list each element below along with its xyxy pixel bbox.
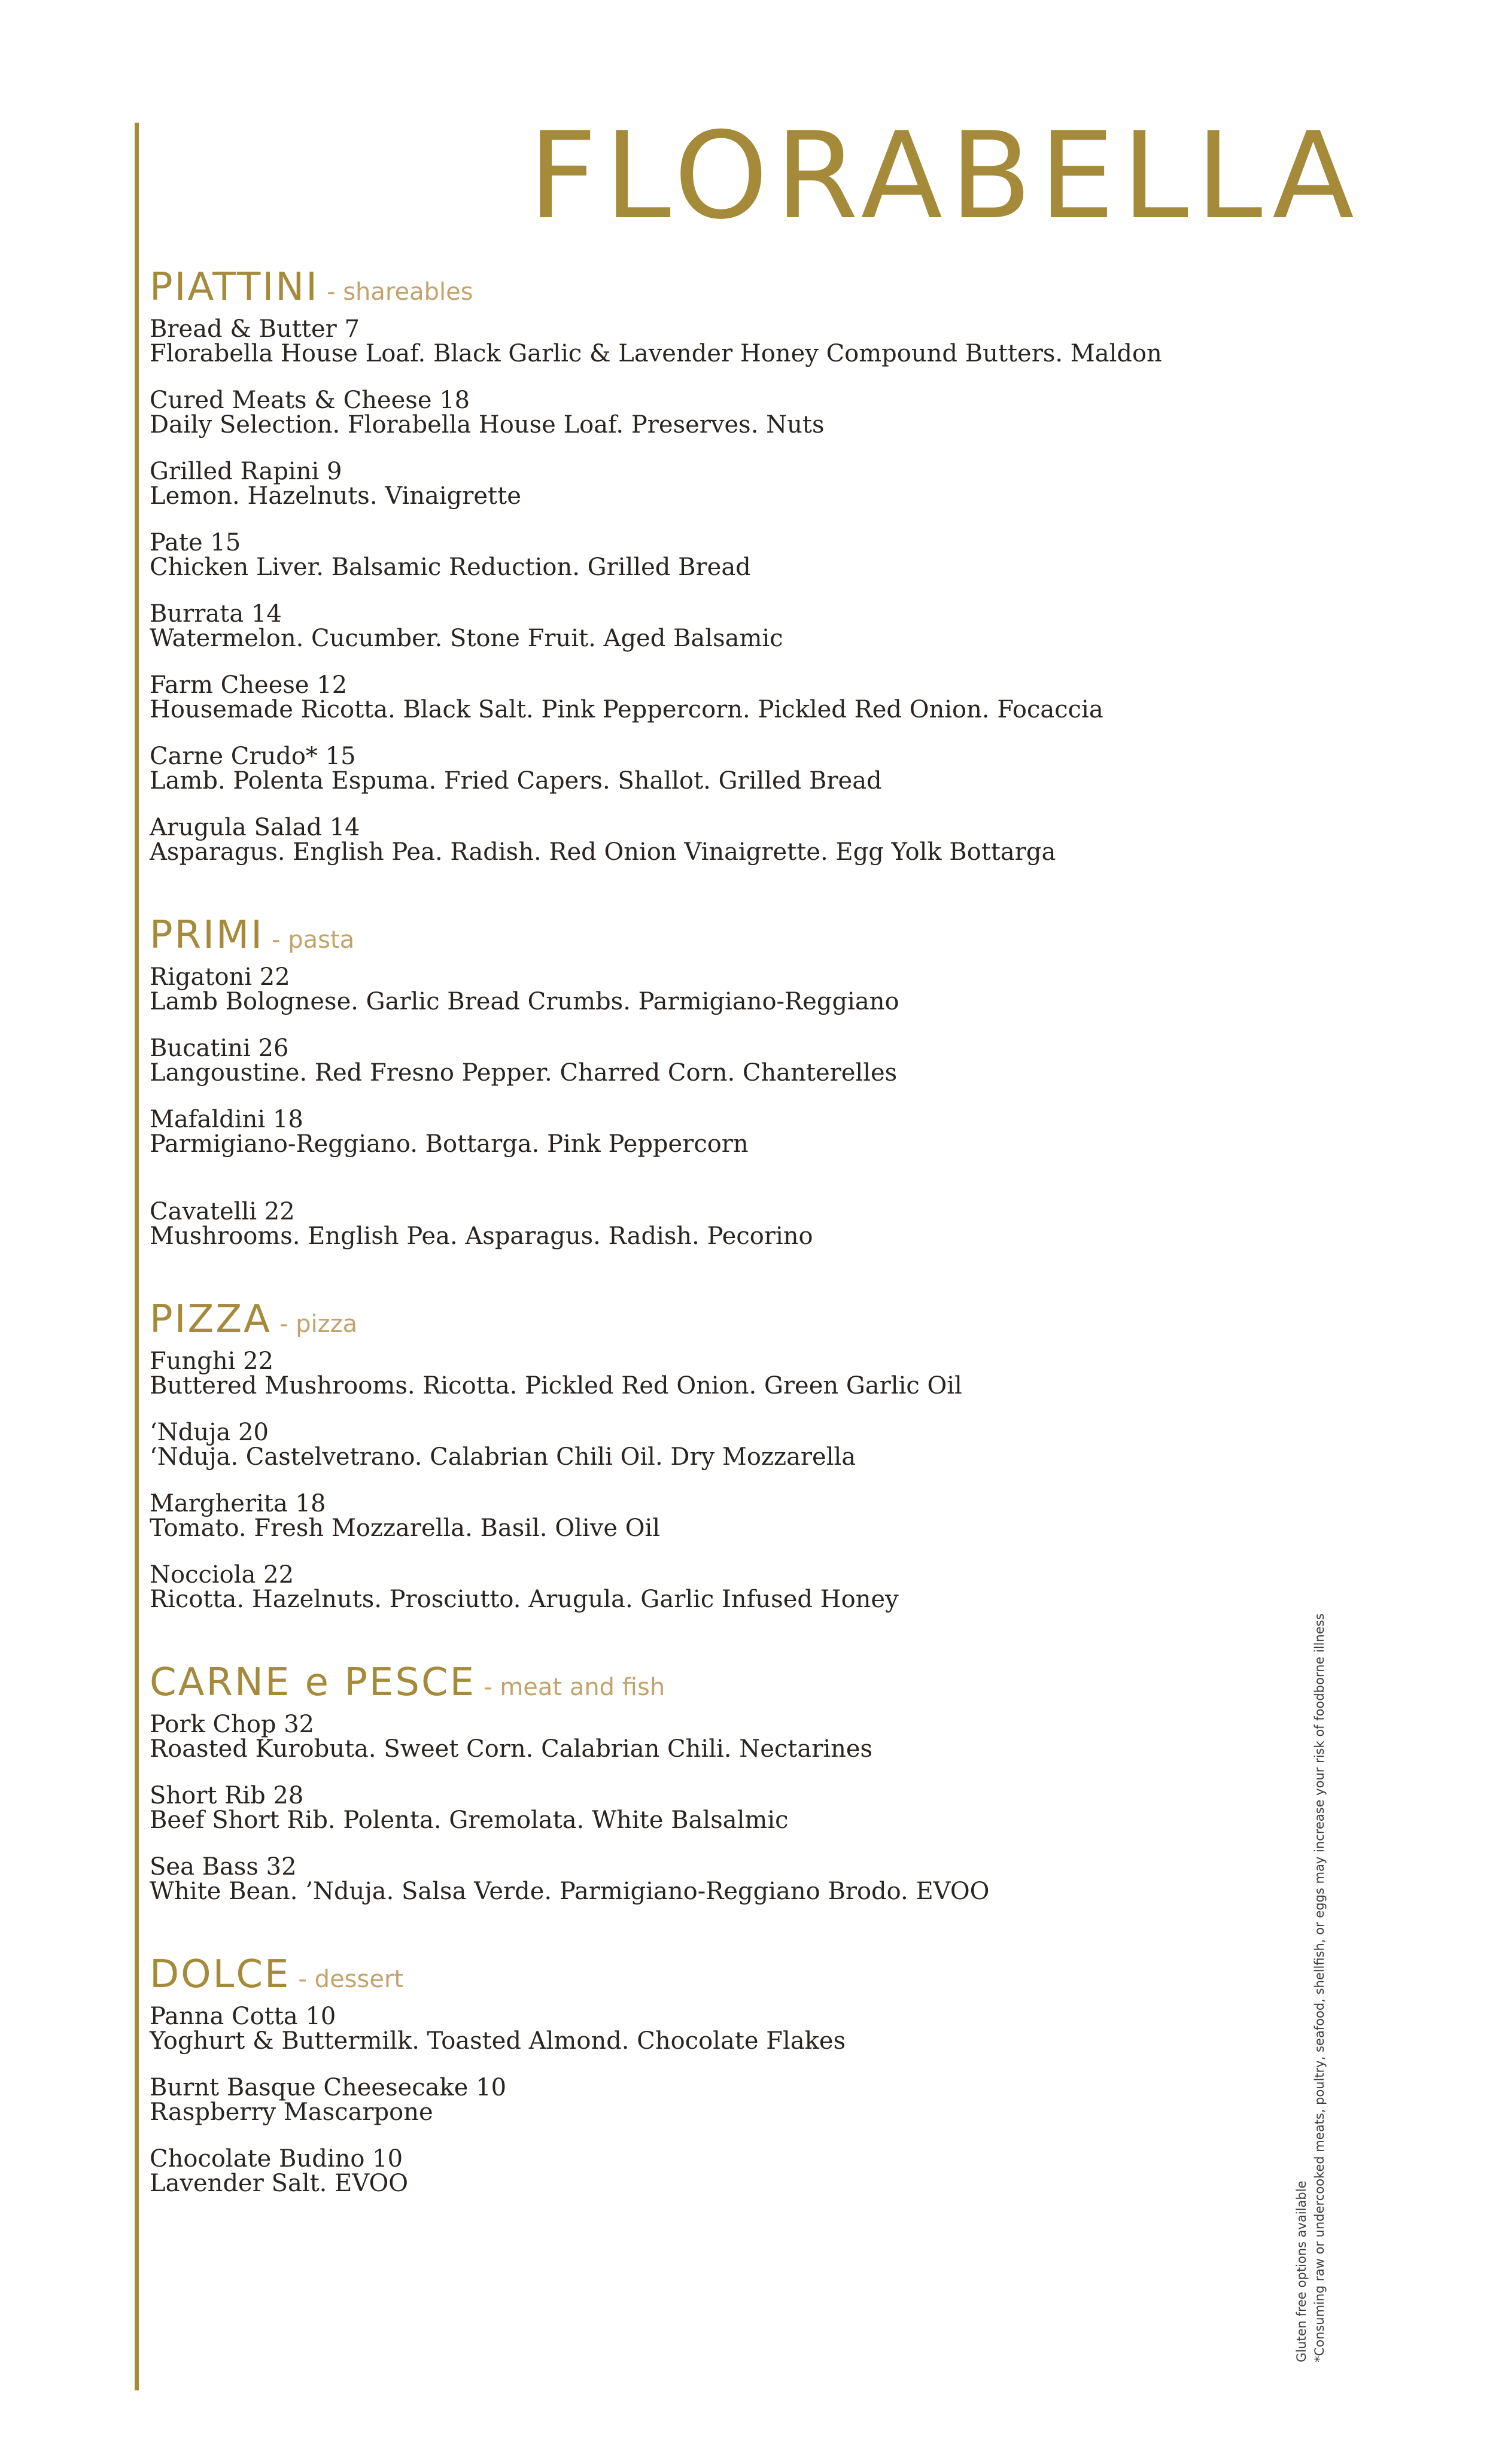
item-name: Cavatelli 22	[150, 1198, 295, 1225]
section-subtitle: - dessert	[298, 1966, 404, 1993]
item-description: Asparagus. English Pea. Radish. Red Onion Vinaigrette. Egg Yolk Bottarga	[150, 838, 1056, 866]
menu-item	[150, 2004, 1287, 2054]
section-dolce	[150, 1951, 1287, 2196]
menu-item	[150, 1420, 1287, 1470]
menu-item	[150, 1855, 1287, 1904]
menu-item	[150, 1784, 1287, 1833]
item-description: Lavender Salt. EVOO	[150, 2170, 409, 2197]
section-title: CARNE e PESCE	[150, 1660, 476, 1705]
section-header	[150, 1295, 1287, 1343]
section-subtitle: - pizza	[279, 1310, 358, 1338]
section-header	[150, 263, 1287, 311]
menu-item	[150, 1349, 1287, 1398]
item-description: Florabella House Loaf. Black Garlic & Lavender Honey Compound Butters. Maldon	[150, 340, 1162, 367]
section-piattini	[150, 263, 1287, 865]
item-description: Housemade Ricotta. Black Salt. Pink Peppercorn. Pickled Red Onion. Focaccia	[150, 696, 1103, 723]
item-name: Bucatini 26	[150, 1035, 289, 1062]
item-name: Sea Bass 32	[150, 1853, 297, 1881]
item-name: Cured Meats & Cheese 18	[150, 387, 470, 414]
item-name: Panna Cotta 10	[150, 2003, 336, 2030]
item-description: Daily Selection. Florabella House Loaf. Preserves. Nuts	[150, 411, 825, 439]
item-description: Lamb Bolognese. Garlic Bread Crumbs. Parmigiano-Reggiano	[150, 988, 899, 1015]
section-header	[150, 1659, 1287, 1706]
menu-item	[150, 2147, 1287, 2196]
section-title: PIZZA	[150, 1297, 272, 1341]
section-subtitle: - shareables	[327, 278, 473, 306]
item-description: ‘Nduja. Castelvetrano. Calabrian Chili Oil. Dry Mozzarella	[150, 1443, 856, 1471]
menu-item	[150, 673, 1287, 722]
item-description: Lemon. Hazelnuts. Vinaigrette	[150, 482, 521, 510]
menu-item	[150, 317, 1287, 366]
item-name: Pate 15	[150, 529, 241, 556]
item-name: Carne Crudo* 15	[150, 743, 356, 770]
item-name: Rigatoni 22	[150, 963, 290, 991]
item-name: Bread & Butter 7	[150, 315, 360, 343]
menu	[150, 263, 1287, 2243]
item-description: Chicken Liver. Balsamic Reduction. Grilled Bread	[150, 553, 751, 581]
item-name: Pork Chop 32	[150, 1711, 315, 1738]
item-name: Mafaldini 18	[150, 1106, 303, 1133]
section-title: DOLCE	[150, 1952, 291, 1997]
gluten-free-note: Gluten free options available	[1294, 2180, 1309, 2362]
disclaimer	[1293, 1613, 1328, 2362]
item-description: Watermelon. Cucumber. Stone Fruit. Aged Balsamic	[150, 625, 783, 652]
item-name: Nocciola 22	[150, 1561, 294, 1589]
item-description: Ricotta. Hazelnuts. Prosciutto. Arugula. Garlic Infused Honey	[150, 1586, 899, 1613]
restaurant-logo: FLORABELLA	[528, 107, 1361, 246]
section-title: PIATTINI	[150, 265, 319, 309]
item-description: Beef Short Rib. Polenta. Gremolata. White Balsalmic	[150, 1806, 789, 1834]
menu-item	[150, 2076, 1287, 2125]
item-description: White Bean. ’Nduja. Salsa Verde. Parmigiano-Reggiano Brodo. EVOO	[150, 1878, 990, 1905]
section-carne-e-pesce	[150, 1659, 1287, 1904]
menu-item	[150, 1036, 1287, 1085]
menu-item	[150, 1712, 1287, 1762]
section-title: PRIMI	[150, 913, 264, 957]
item-description: Parmigiano-Reggiano. Bottarga. Pink Peppercorn	[150, 1130, 749, 1158]
section-header	[150, 911, 1287, 959]
item-description: Tomato. Fresh Mozzarella. Basil. Olive Oil	[150, 1514, 661, 1542]
menu-item	[150, 1200, 1287, 1249]
item-description: Lamb. Polenta Espuma. Fried Capers. Shallot. Grilled Bread	[150, 767, 882, 795]
menu-item	[150, 744, 1287, 793]
item-name: Grilled Rapini 9	[150, 458, 342, 485]
item-name: Funghi 22	[150, 1347, 274, 1375]
item-name: Chocolate Budino 10	[150, 2145, 403, 2173]
item-description: Buttered Mushrooms. Ricotta. Pickled Red Onion. Green Garlic Oil	[150, 1372, 962, 1400]
item-description: Mushrooms. English Pea. Asparagus. Radish. Pecorino	[150, 1222, 813, 1250]
section-primi	[150, 911, 1287, 1249]
section-pizza	[150, 1295, 1287, 1612]
item-description: Yoghurt & Buttermilk. Toasted Almond. Chocolate Flakes	[150, 2027, 846, 2055]
section-subtitle: - meat and fish	[484, 1674, 665, 1701]
item-description: Roasted Kurobuta. Sweet Corn. Calabrian Chili. Nectarines	[150, 1735, 873, 1763]
item-name: Margherita 18	[150, 1490, 326, 1517]
item-description: Raspberry Mascarpone	[150, 2098, 433, 2126]
item-name: Farm Cheese 12	[150, 671, 348, 699]
menu-item	[150, 965, 1287, 1014]
menu-item	[150, 1492, 1287, 1541]
raw-food-warning: *Consuming raw or undercooked meats, poultry, seafood, shellfish, or eggs may increase your risk of foodborne illness	[1312, 1613, 1327, 2362]
item-name: ‘Nduja 20	[150, 1419, 269, 1446]
menu-item	[150, 1108, 1287, 1157]
item-description: Langoustine. Red Fresno Pepper. Charred Corn. Chanterelles	[150, 1059, 898, 1087]
vertical-gold-rule	[135, 123, 139, 2390]
item-name: Arugula Salad 14	[150, 814, 360, 841]
menu-item	[150, 816, 1287, 865]
item-name: Burnt Basque Cheesecake 10	[150, 2074, 507, 2101]
menu-item	[150, 388, 1287, 437]
menu-item	[150, 602, 1287, 651]
menu-item	[150, 531, 1287, 580]
item-name: Burrata 14	[150, 600, 282, 628]
section-header	[150, 1951, 1287, 1998]
item-name: Short Rib 28	[150, 1782, 304, 1809]
section-subtitle: - pasta	[272, 926, 355, 954]
menu-item	[150, 1563, 1287, 1612]
menu-item	[150, 460, 1287, 509]
